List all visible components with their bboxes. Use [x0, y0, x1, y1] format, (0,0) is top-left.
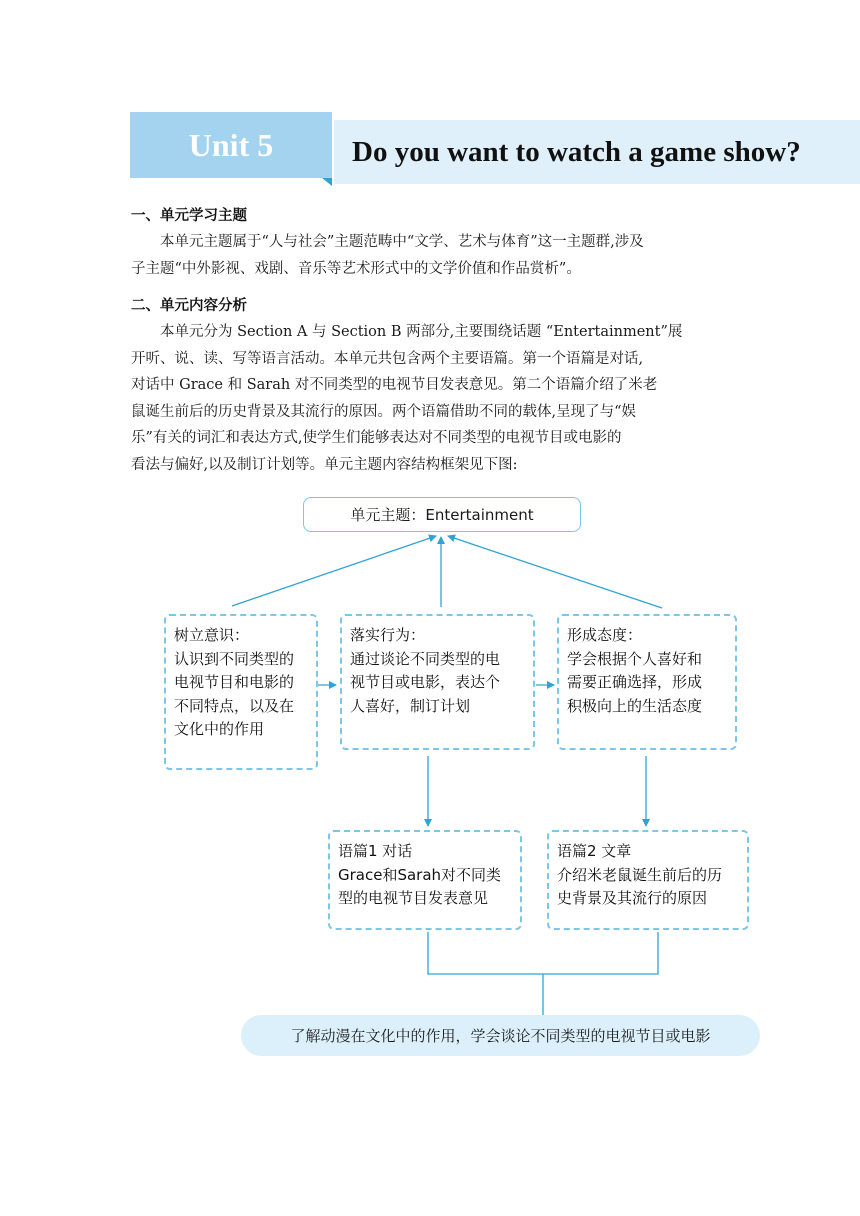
box-line: 语篇1 对话	[338, 842, 413, 860]
box-line: 介绍米老鼠诞生前后的历	[557, 865, 723, 884]
box-line: 落实行为：	[350, 626, 426, 644]
box-line: 型的电视节目发表意见	[338, 889, 489, 907]
box-line: 需要正确选择，形成	[567, 673, 703, 691]
text1-dialogue-box	[328, 830, 522, 930]
unit-label: Unit 5	[188, 126, 274, 163]
paragraph-line: 对话中 Grace 和 Sarah 对不同类型的电视节目发表意见。第二个语篇介绍了米老	[131, 377, 658, 394]
paragraph-line: 乐”有关的词汇和表达方式,使学生们能够表达对不同类型的电视节目或电影的	[131, 430, 622, 447]
paragraph-line: 鼠诞生前后的历史背景及其流行的原因。两个语篇借助不同的载体,呈现了与“娱	[131, 403, 637, 420]
paragraph-line: 本单元主题属于“人与社会”主题范畴中“文学、艺术与体育”这一主题群,涉及	[160, 234, 644, 250]
box-line: 不同特点，以及在	[174, 696, 295, 715]
paragraph-line: 看法与偏好,以及制订计划等。单元主题内容结构框架见下图:	[131, 456, 518, 473]
unit-theme-label: 单元主题：Entertainment	[350, 506, 534, 524]
box-line: 形成态度：	[567, 626, 643, 644]
section-heading-theme: 一、单元学习主题	[131, 208, 247, 224]
box-line: 语篇2 文章	[557, 842, 632, 860]
paragraph-line: 本单元分为 Section A 与 Section B 两部分,主要围绕话题 “Entertainment”展	[160, 324, 683, 340]
box-line: 电视节目和电影的	[174, 673, 295, 691]
awareness-box	[164, 614, 318, 770]
action-box	[340, 614, 535, 750]
unit-title: Do you want to watch a game show?	[352, 135, 801, 168]
paragraph-line: 子主题“中外影视、戏剧、音乐等艺术形式中的文学价值和作品赏析”。	[131, 260, 581, 277]
text2-article-box	[547, 830, 749, 930]
box-line: 文化中的作用	[174, 720, 265, 738]
bracket-line	[428, 932, 658, 974]
box-line: Grace和Sarah对不同类	[338, 865, 502, 884]
unit-goal-text: 了解动漫在文化中的作用，学会谈论不同类型的电视节目或电影	[290, 1027, 711, 1045]
box-line: 史背景及其流行的原因	[557, 889, 708, 907]
unit-theme-box	[303, 497, 581, 532]
attitude-box	[557, 614, 737, 750]
box-line: 视节目或电影，表达个	[350, 673, 501, 691]
box-line: 积极向上的生活态度	[567, 696, 703, 715]
arrow-left-to-top	[232, 536, 436, 606]
unit-goal-pill	[241, 1015, 760, 1056]
box-line: 通过谈论不同类型的电	[350, 649, 501, 668]
section-heading-content: 二、单元内容分析	[131, 298, 247, 314]
box-line: 学会根据个人喜好和	[567, 649, 703, 668]
box-line: 认识到不同类型的	[174, 649, 295, 668]
box-line: 人喜好，制订计划	[350, 696, 471, 715]
arrow-right-to-top	[448, 536, 662, 608]
box-line: 树立意识：	[174, 626, 250, 644]
paragraph-line: 开听、说、读、写等语言活动。本单元共包含两个主要语篇。第一个语篇是对话,	[131, 350, 644, 367]
